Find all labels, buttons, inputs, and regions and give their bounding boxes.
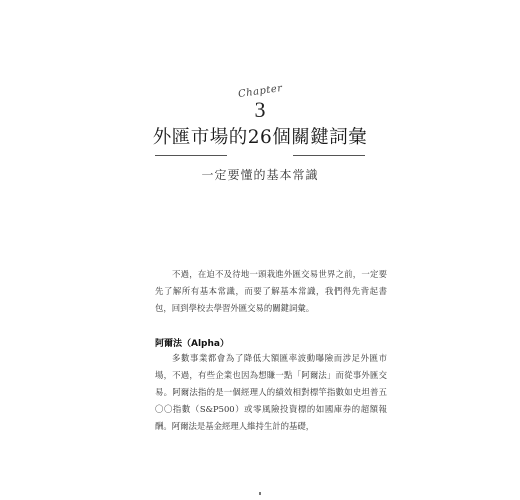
- intro-text: 不過，在迫不及待地一頭栽進外匯交易世界之前，一定要先了解所有基本常識，而要了解基本常識，我們得先背起書包，回到學校去學習外匯交易的關鍵詞彙。: [155, 269, 387, 313]
- chapter-title: 外匯市場的26個關鍵詞彙: [152, 127, 368, 148]
- intro-paragraph: [155, 266, 387, 317]
- section-heading: 阿爾法（Alpha）: [155, 339, 229, 349]
- title-rule-left: [155, 155, 227, 156]
- page-mark: [259, 492, 261, 495]
- chapter-subtitle: 一定要懂的基本常識: [201, 168, 319, 182]
- section-text: 多數事業都會為了降低大額匯率波動曝險而涉足外匯市場，不過，有些企業也因為想賺一點「阿爾法」而從事外匯交易。阿爾法指的是一個經理人的績效相對標竿指數如史坦普五〇〇指數（S&P500）或零風險投資標的如國庫券的超額報酬。阿爾法是基金經理人維持生計的基礎，: [155, 353, 387, 431]
- chapter-label: Chapter: [237, 82, 283, 101]
- section-paragraph: [155, 350, 387, 435]
- title-rule-right: [293, 155, 365, 156]
- chapter-number: 3: [254, 97, 266, 122]
